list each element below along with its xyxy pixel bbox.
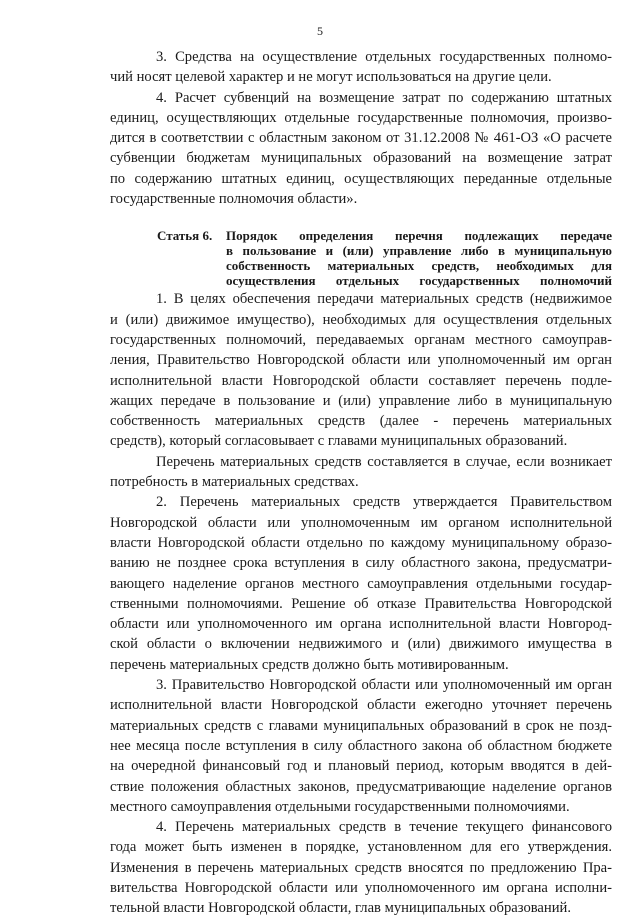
text-line: и (или) движимое имущество), необходимых для осуществления отдельных <box>110 311 612 328</box>
article-number: Статья 6. <box>157 228 213 244</box>
text-line: нее месяца после вступления в силу областного закона об областном бюджете <box>110 737 612 754</box>
text-line: ванию не позднее срока вступления в силу областного закона, предусматри- <box>110 555 612 572</box>
page-number: 5 <box>317 24 323 38</box>
text-line: собственность материальных средств (далее - перечень материальных <box>110 413 612 430</box>
text-line: года может быть изменен в порядке, установленном для его утверждения. <box>110 839 612 856</box>
text-line: государственные полномочия области». <box>110 191 358 208</box>
text-line: 2. Перечень материальных средств утверждается Правительством <box>156 494 612 511</box>
text-line: Новгородской области или уполномоченным им органом исполнительной <box>110 514 612 531</box>
text-line: потребность в материальных средствах. <box>110 474 359 491</box>
text-line: чий носят целевой характер и не могут использоваться на другие цели. <box>110 69 552 86</box>
article-6-paragraph-4 <box>110 817 612 918</box>
text-line: 3. Правительство Новгородской области или уполномоченный им орган <box>156 677 612 694</box>
heading-text: Порядок определения перечня подлежащих передаче <box>226 228 612 244</box>
text-line: на очередной финансовый год и плановый период, которым вводятся в дей- <box>110 758 612 775</box>
article-6-paragraph-1b <box>110 452 612 493</box>
text-line: 4. Расчет субвенций на возмещение затрат по содержанию штатных <box>156 89 612 106</box>
text-line: местного самоуправления отдельными государственными полномочиями. <box>110 798 570 815</box>
text-line: 1. В целях обеспечения передачи материальных средств (недвижимое <box>156 291 612 308</box>
article-6-paragraph-2 <box>110 492 612 675</box>
article-6-paragraph-3 <box>110 675 612 817</box>
heading-line <box>110 228 612 243</box>
text-line: области или уполномоченного им органа исполнительной власти Новгород- <box>110 616 612 633</box>
heading-line: в пользование и (или) управление либо в муниципальную <box>226 243 612 259</box>
text-line: вающего наделение органов местного самоуправления отдельными государ- <box>110 575 612 592</box>
text-line: субвенции бюджетам муниципальных образований на возмещение затрат <box>110 150 612 167</box>
paragraph-3 <box>110 47 612 88</box>
text-line: Перечень материальных средств составляется в случае, если возникает <box>156 453 612 470</box>
heading-line: осуществления отдельных государственных полномочий <box>226 273 612 289</box>
text-line: исполнительной власти Новгородской области ежегодно уточняет перечень <box>110 697 612 714</box>
text-line: Изменения в перечень материальных средств вносятся по предложению Пра- <box>110 859 612 876</box>
article-6-heading <box>110 228 612 288</box>
text-line: ствие положения областных законов, предусматривающие наделение органов <box>110 778 612 795</box>
text-line: исполнительной власти Новгородской области составляет перечень подле- <box>110 372 612 389</box>
heading-line: собственность материальных средств, необходимых для <box>226 258 612 274</box>
text-line: материальных средств с главами муниципальных образований в срок не позд- <box>110 717 612 734</box>
text-line: ления, Правительство Новгородской области или уполномоченный им орган <box>110 352 612 369</box>
text-line: ственными полномочиями. Решение об отказе Правительства Новгородской <box>110 595 612 612</box>
paragraph-4 <box>110 88 612 210</box>
text-line: ской области о включении недвижимого и (или) движимого имущества в <box>110 636 612 653</box>
text-line: перечень материальных средств должно быть мотивированным. <box>110 656 509 673</box>
text-line: по содержанию штатных единиц, осуществляющих переданные отдельные <box>110 170 612 187</box>
text-line: 3. Средства на осуществление отдельных государственных полномо- <box>156 49 612 65</box>
text-line: вительства Новгородской области или уполномоченного им органа исполни- <box>110 879 612 896</box>
text-line: дится в соответствии с областным законом от 31.12.2008 № 461-ОЗ «О расчете <box>110 130 612 147</box>
text-line: жащих передаче в пользование и (или) управление либо в муниципальную <box>110 392 612 409</box>
text-line: 4. Перечень материальных средств в течение текущего финансового <box>156 819 612 836</box>
text-line: государственных полномочий, передаваемых органам местного самоуправ- <box>110 331 612 348</box>
article-6-paragraph-1 <box>110 289 612 451</box>
text-line: единиц, осуществляющих отдельные государственные полномочия, произво- <box>110 109 612 126</box>
text-line: власти Новгородской области отдельно по каждому муниципальному образо- <box>110 534 612 551</box>
text-line: тельной власти Новгородской области, глав муниципальных образований. <box>110 900 571 917</box>
document-body <box>110 47 612 919</box>
text-line: средств), который согласовывает с главами муниципальных образований. <box>110 433 568 450</box>
